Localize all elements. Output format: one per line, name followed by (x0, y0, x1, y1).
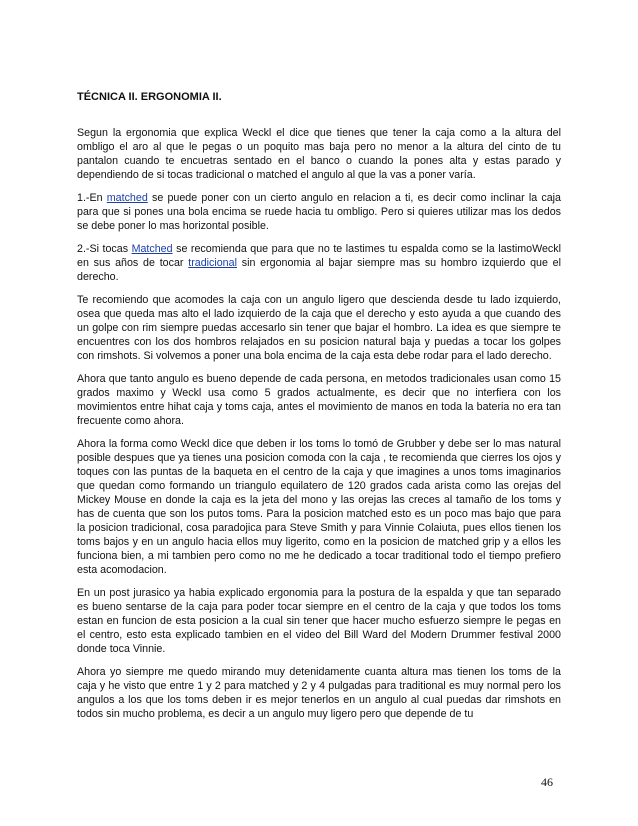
paragraph-text: Ahora yo siempre me quedo mirando muy detenidamente cuanta altura mas tienen los toms de la caja y he visto que entre 1 y 2 para matched y 2 y 4 pulgadas para traditional es muy normal pero los angulos a los que los toms deben ir es mejor tenerlos en un angulo al cual puedas dar rimshots en todos sin mucho problema, es decir a un angulo muy ligero pero que depende de tu (77, 666, 561, 720)
paragraph-text: Ahora que tanto angulo es bueno depende de cada persona, en metodos tradicionales usan como 15 grados maximo y Weckl usa como 5 grados actualmente, es decir que no interfiera con los movimientos entre hihat caja y toms caja, antes el movimiento de manos en toda la bateria no era tan frecuente como ahora. (77, 373, 561, 427)
page-number: 46 (541, 775, 553, 789)
paragraph-text: Ahora la forma como Weckl dice que deben ir los toms lo tomó de Grubber y debe ser lo mas natural posible despues que ya tienes una posicion comoda con la caja , te recomienda que cierres los ojos y toques con las puntas de la baqueta en el centro de la caja y que imagines a unos toms imaginarios que quedan como formando un triangulo equilatero de 120 grados cada arista como las orejas del Mickey Mouse en donde la caja es la jeta del mono y las orejas las creces al tamaño de los toms y has de cuenta que son los putos toms. Para la posicion matched esto es un poco mas bajo que para la posicion tradicional, cosa paradojica para Steve Smith y para Vinnie Colaiuta, pues ellos tienen los toms bajos y en un angulo hacia ellos muy ligerito, como en la posicion de matched grip y a ellos les funciona bien, a mi tambien pero como no me he dedicado a tocar traditional todo el tiempo prefiero esta acomodacion. (77, 438, 561, 576)
paragraph-5 (77, 372, 561, 428)
paragraph-text-after: se puede poner con un cierto angulo en relacion a ti, es decir como inclinar la caja para que si pones una bola encima se ruede hacia tu ombligo. Pero si quieres utilizar mas los dedos se debe poner lo mas horizontal posible. (77, 192, 562, 232)
paragraph-text: Segun la ergonomia que explica Weckl el dice que tienes que tener la caja como a la altura del ombligo el aro al que le pegas o un poquito mas baja pero no menor a la altura del cinto de tu pantalon cuando te encuetras sentado en el banco o cuando la pones alta y estas parado y dependiendo de si tocas tradicional o matched el angulo al que la vas a poner varía. (77, 127, 561, 181)
paragraph-text: Te recomiendo que acomodes la caja con un angulo ligero que descienda desde tu lado izquierdo, osea que queda mas alto el lado izquierdo de la caja que el derecho y esto ayuda a que cuando des un golpe con rim siempre puedas accesarlo sin tener que bajar el hombro. La idea es que siempre te encuentres con los dos hombros relajados en su posicion natural baja y puedas a tocar los golpes con rimshots. Si volvemos a poner una bola encima de la caja esta debe rodar para el lado derecho. (77, 294, 561, 362)
tradicional-link[interactable]: tradicional (188, 257, 237, 269)
paragraph-3 (77, 242, 561, 284)
paragraph-4 (77, 293, 561, 363)
paragraph-text-before: 1.-En (77, 192, 107, 204)
paragraph-text-after: sin ergonomia al bajar siempre mas su hombro izquierdo que el derecho. (77, 257, 561, 283)
paragraph-text-middle: se recomienda que para que no te lastimes tu espalda como se la lastimoWeckl en sus años de tocar (77, 243, 561, 269)
paragraph-1 (77, 126, 561, 182)
paragraph-8 (77, 665, 561, 721)
matched-link[interactable]: Matched (131, 243, 173, 255)
paragraph-text-before: 2.-Si tocas (77, 243, 132, 255)
body-text (77, 126, 561, 730)
page-title: TÉCNICA II. ERGONOMIA II. (77, 91, 222, 103)
paragraph-7 (77, 586, 561, 656)
paragraph-text: En un post jurasico ya habia explicado ergonomia para la postura de la espalda y que tan separado es bueno sentarse de la caja para poder tocar siempre en el centro de la caja y que todos los toms estan en funcion de esta posicion a la cual sin tener que hacer mucho esfuerzo siempre le pegas en el centro, esto esta explicado tambien en el video del Bill Ward del Modern Drummer festival 2000 donde toca Vinnie. (77, 587, 561, 655)
paragraph-2 (77, 191, 561, 233)
matched-link[interactable]: matched (106, 192, 148, 204)
paragraph-6 (77, 437, 561, 577)
